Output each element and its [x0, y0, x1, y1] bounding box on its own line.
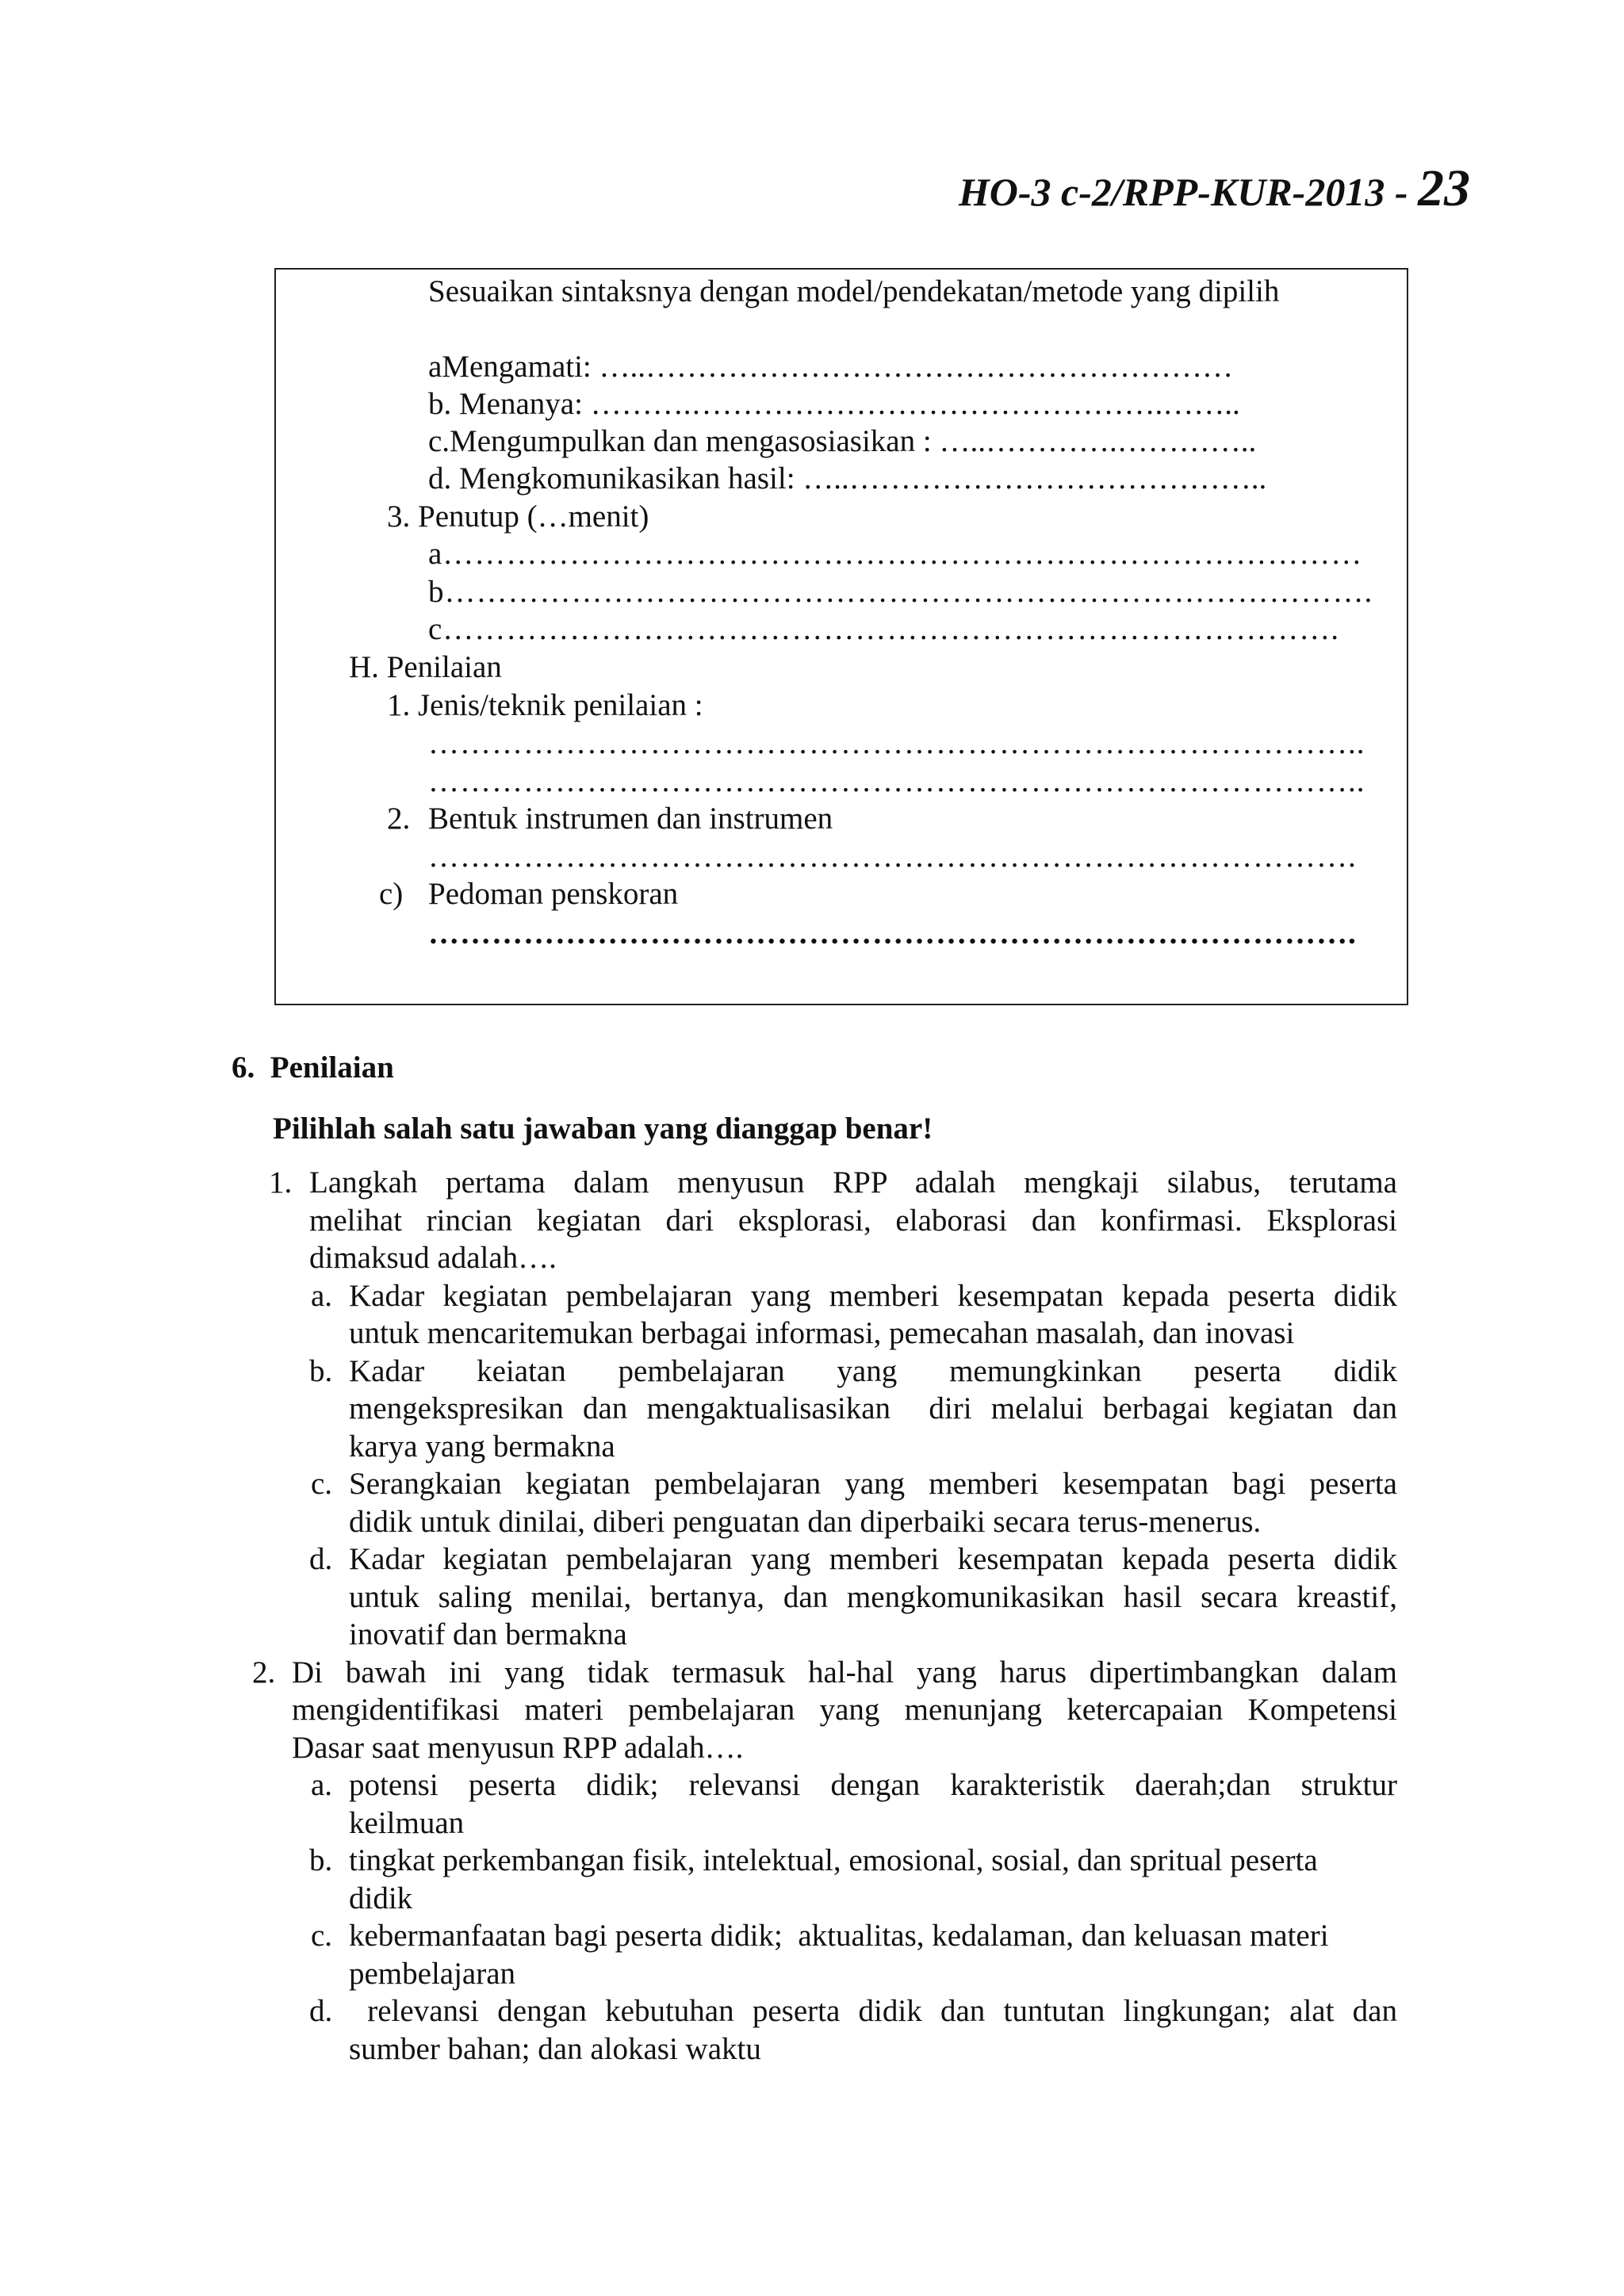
option-text: kebermanfaatan bagi peserta didik; aktualitas, kedalaman, dan keluasan materi: [349, 1919, 1329, 1953]
penilaian-item-3: Pedoman penskoran: [428, 877, 679, 911]
option-text: mengekspresikan dan mengaktualisasikan diri melalui berbagai kegiatan dan: [349, 1391, 1397, 1425]
option-text: untuk mencaritemukan berbagai informasi, pemecahan masalah, dan inovasi: [349, 1316, 1295, 1350]
question-1-line-1: Langkah pertama dalam menyusun RPP adalah mengkaji silabus, terutama: [309, 1165, 1397, 1200]
penutup-item-a: a……………………………………………………………………………: [428, 538, 1363, 569]
step-mengamati: aMengamati: …..…………………………………………………: [428, 350, 1234, 384]
option-label: b.: [309, 1354, 333, 1388]
penilaian-line-4: …………………………………………………………………………….: [428, 918, 1357, 949]
step-menanya: b. Menanya: ……….……………………………………….……..: [428, 387, 1240, 421]
penutup-item-c: c………………………………………………………………………….: [428, 614, 1340, 645]
option-text: untuk saling menilai, bertanya, dan mengkomunikasikan hasil secara kreastif,: [349, 1580, 1397, 1614]
page-number: 23: [1418, 159, 1470, 217]
penilaian-line-1: ……………………………………………………………………………..: [428, 728, 1365, 759]
option-label: c.: [311, 1467, 333, 1501]
section-instruction: Pilihlah salah satu jawaban yang dianggap benar!: [273, 1112, 933, 1146]
step-mengkomunikasikan: d. Mengkomunikasikan hasil: …..…………………………………..: [428, 461, 1267, 496]
step-mengumpulkan: c.Mengumpulkan dan mengasosiasikan : …..………….…………..: [428, 424, 1257, 458]
document-code: HO-3 c-2/RPP-KUR-2013: [958, 170, 1385, 214]
section-title: 6. Penilaian: [232, 1050, 394, 1085]
option-text: Serangkaian kegiatan pembelajaran yang memberi kesempatan bagi peserta: [349, 1467, 1397, 1501]
option-label: a.: [311, 1279, 333, 1313]
penilaian-item-1: 1. Jenis/teknik penilaian :: [387, 688, 703, 722]
penutup-item-b: b…………………………………………………………………………….: [428, 576, 1373, 607]
penilaian-item-3-num: c): [379, 877, 404, 911]
option-text: pembelajaran: [349, 1957, 516, 1991]
option-text: didik: [349, 1881, 413, 1915]
option-label: d.: [309, 1542, 333, 1576]
option-text: Kadar kegiatan pembelajaran yang memberi kesempatan kepada peserta didik: [349, 1542, 1397, 1576]
question-1-number: 1.: [269, 1165, 293, 1200]
option-text: relevansi dengan kebutuhan peserta didik dan tuntutan lingkungan; alat dan: [349, 1994, 1397, 2028]
question-2-number: 2.: [252, 1655, 276, 1689]
question-2-line-1: Di bawah ini yang tidak termasuk hal-hal yang harus dipertimbangkan dalam: [292, 1655, 1397, 1689]
option-text: Kadar kegiatan pembelajaran yang memberi kesempatan kepada peserta didik: [349, 1279, 1397, 1313]
penilaian-title: H. Penilaian: [349, 650, 502, 684]
option-label: b.: [309, 1843, 333, 1877]
option-label: d.: [309, 1994, 333, 2028]
option-text: sumber bahan; dan alokasi waktu: [349, 2032, 761, 2066]
syntax-instruction: Sesuaikan sintaksnya dengan model/pendekatan/metode yang dipilih: [428, 274, 1280, 308]
question-2-line-2: mengidentifikasi materi pembelajaran yang menunjang ketercapaian Kompetensi: [292, 1693, 1397, 1727]
question-1-line-3: dimaksud adalah….: [309, 1241, 557, 1275]
option-text: keilmuan: [349, 1806, 465, 1840]
question-1-line-2: melihat rincian kegiatan dari eksplorasi, elaborasi dan konfirmasi. Eksplorasi: [309, 1203, 1397, 1238]
penilaian-item-2-num: 2.: [387, 802, 411, 836]
option-text: potensi peserta didik; relevansi dengan karakteristik daerah;dan struktur: [349, 1768, 1397, 1802]
header-separator: -: [1394, 170, 1408, 214]
option-label: c.: [311, 1919, 333, 1953]
option-text: karya yang bermakna: [349, 1429, 615, 1464]
penilaian-line-3: …………………………………………………………………………….: [428, 841, 1357, 872]
page-header: [959, 159, 1470, 219]
penilaian-line-2: ……………………………………………………………………………..: [428, 766, 1365, 797]
penutup-title: 3. Penutup (…menit): [387, 499, 649, 534]
option-text: tingkat perkembangan fisik, intelektual, emosional, sosial, dan spritual peserta: [349, 1843, 1318, 1877]
option-text: inovatif dan bermakna: [349, 1617, 627, 1651]
option-text: didik untuk dinilai, diberi penguatan dan diperbaiki secara terus-menerus.: [349, 1505, 1262, 1539]
penilaian-item-2: Bentuk instrumen dan instrumen: [428, 802, 833, 836]
option-text: Kadar keiatan pembelajaran yang memungkinkan peserta didik: [349, 1354, 1397, 1388]
question-2-line-3: Dasar saat menyusun RPP adalah….: [292, 1731, 744, 1765]
option-label: a.: [311, 1768, 333, 1802]
